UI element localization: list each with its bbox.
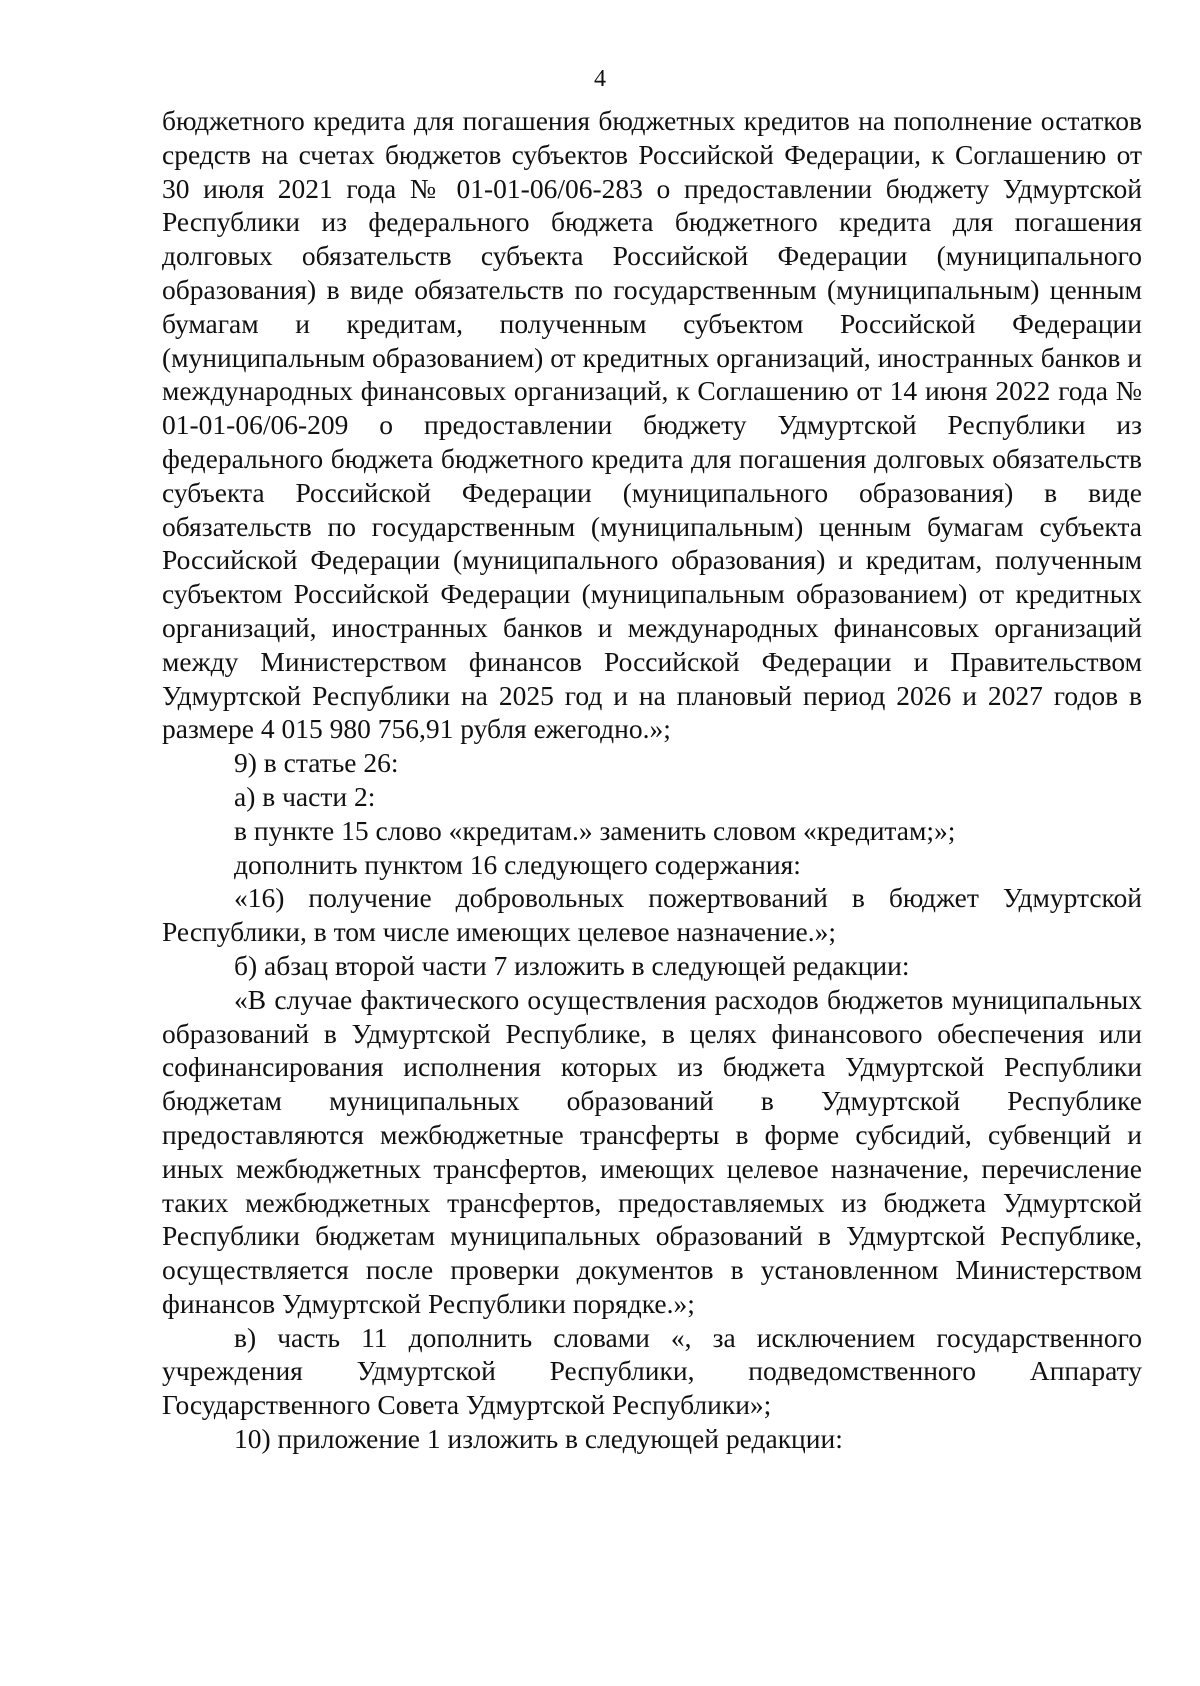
paragraph-subitem-b: б) абзац второй части 7 изложить в следующей редакции: (234, 949, 910, 981)
paragraph-point-16-text: «16) получение добровольных пожертвований в бюджет Удмуртской Республики, в том числе имеющих целевое назначение.»; (162, 882, 1142, 948)
paragraph-add-point-16: дополнить пунктом 16 следующего содержания: (234, 848, 801, 880)
paragraph-part-7-text: «В случае фактического осуществления расходов бюджетов муниципальных образований в Удмуртской Республике, в целях финансового обеспечения или софинансирования исполнения которых из бюджета Удмуртской Республики бюджетам муниципальных образований в Удмуртской Республике предоставляются межбюджетные трансферты в форме субсидий, субвенций и иных межбюджетных трансфертов, имеющих целевое назначение, перечисление таких межбюджетных трансфертов, предоставляемых из бюджета Удмуртской Республики бюджетам муниципальных образований в Удмуртской Республике, осуществляется после проверки документов в установленном Министерством финансов Удмуртской Республики порядке.»; (162, 983, 1142, 1319)
paragraph-point-15: в пункте 15 слово «кредитам.» заменить словом «кредитам;»; (234, 814, 956, 846)
paragraph-subitem-a: а) в части 2: (234, 780, 376, 812)
document-body (162, 104, 1142, 1456)
paragraph-item-9: 9) в статье 26: (234, 747, 399, 779)
paragraph-item-10: 10) приложение 1 изложить в следующей редакции: (234, 1423, 843, 1455)
paragraph-continued-credit-agreements: бюджетного кредита для погашения бюджетных кредитов на пополнение остатков средств на счетах бюджетов субъектов Российской Федерации, к Соглашению от 30 июля 2021 года № 01-01-06/06-283 о предоставлении бюджету Удмуртской Республики из федерального бюджета бюджетного кредита для погашения долговых обязательств субъекта Российской Федерации (муниципального образования) в виде обязательств по государственным (муниципальным) ценным бумагам и кредитам, полученным субъектом Российской Федерации (муниципальным образованием) от кредитных организаций, иностранных банков и международных финансовых организаций, к Соглашению от 14 июня 2022 года № 01-01-06/06-209 о предоставлении бюджету Удмуртской Республики из федерального бюджета бюджетного кредита для погашения долговых обязательств субъекта Российской Федерации (муниципального образования) в виде обязательств по государственным (муниципальным) ценным бумагам субъекта Российской Федерации (муниципального образования) и кредитам, полученным субъектом Российской Федерации (муниципальным образованием) от кредитных организаций, иностранных банков и международных финансовых организаций между Министерством финансов Российской Федерации и Правительством Удмуртской Республики на 2025 год и на плановый период 2026 и 2027 годов в размере 4 015 980 756,91 рубля ежегодно.»; (162, 105, 1142, 745)
paragraph-subitem-v: в) часть 11 дополнить словами «, за исключением государственного учреждения Удмуртской Республики, подведомственного Аппарату Государственного Совета Удмуртской Республики»; (162, 1321, 1142, 1421)
page-number: 4 (594, 66, 606, 92)
